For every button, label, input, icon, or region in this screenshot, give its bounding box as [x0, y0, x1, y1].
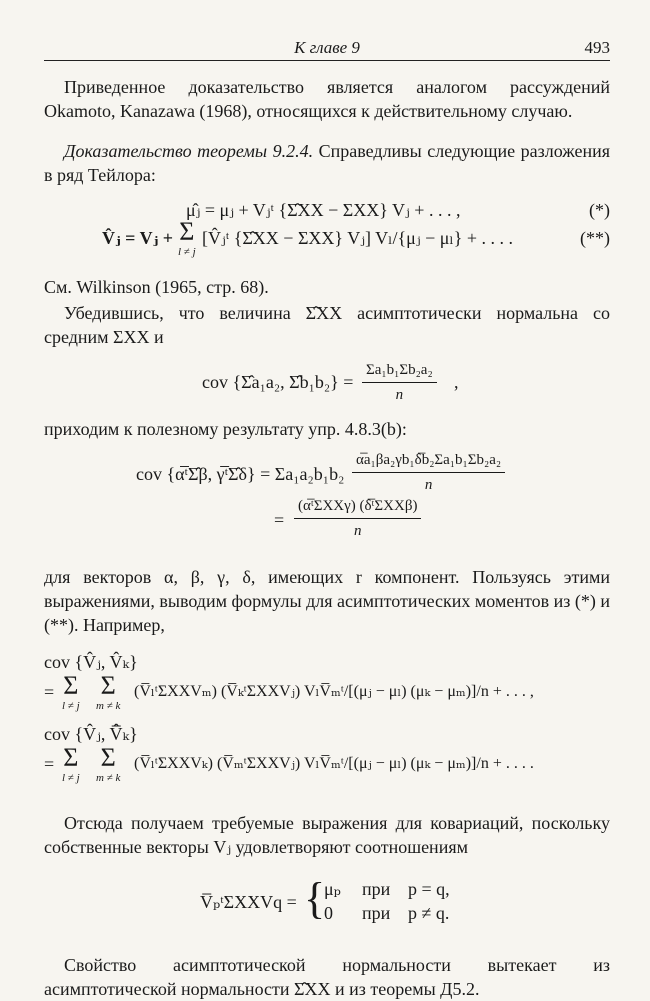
equation-cov-1-comma: ,: [454, 372, 459, 392]
equation-cov-2-equals: =: [274, 510, 285, 530]
equation-cov-1-lhs: cov {Σ̂a₁a₂, Σ̂b₁b₂} =: [202, 372, 354, 392]
paragraph-4: Убедившись, что величина Σ̂XX асимптотически нормальна со средним ΣXX и: [44, 303, 610, 347]
moment-2-rhs: (V̅ₗᵗΣXXVₖ) (V̅ₘᵗΣXXVⱼ) VₗV̅ₘᵗ/[(μⱼ − μₗ) (μₖ − μₘ)]/n + . . . .: [134, 755, 534, 772]
case-2-value: 0: [324, 903, 333, 923]
paragraph-1: Приведенное доказательство является аналогом рассуждений Okamoto, Kanazawa (1968), относящихся к действительному случаю.: [44, 77, 610, 121]
fraction-numerator: (α̅ᵗΣXXγ) (δ̅ᵗΣXXβ): [294, 495, 421, 519]
sum-limit: l ≠ j: [62, 700, 80, 712]
moment-1-equals: =: [44, 682, 55, 702]
moment-2-lhs: cov {V̂ⱼ, V̅̂ₖ}: [44, 724, 138, 744]
case-2-word: при: [362, 903, 391, 923]
sum-limit: m ≠ k: [96, 700, 121, 712]
sum-symbol: Σ: [63, 743, 79, 772]
equation-cases-lhs: V̅ₚᵗΣXXVq =: [200, 892, 297, 912]
cases-row-2: [324, 901, 450, 925]
equation-star: [44, 199, 610, 223]
running-header: [44, 34, 610, 61]
paragraph-2: [44, 139, 610, 187]
case-2-condition: p ≠ q.: [408, 903, 450, 923]
case-1-condition: p = q,: [408, 879, 450, 899]
sum-operator-l: [62, 745, 80, 785]
case-1-word: при: [362, 879, 391, 899]
moment-1-rhs: (V̅ₗᵗΣXXVₘ) (V̅ₖᵗΣXXVⱼ) VₗV̅ₘᵗ/[(μⱼ − μₗ) (μₖ − μₘ)]/n + . . . ,: [134, 683, 534, 700]
equation-double-star-lhs: V̂ⱼ = Vⱼ +: [102, 228, 173, 248]
equation-cov-2: [44, 449, 610, 541]
sum-symbol: Σ: [100, 671, 116, 700]
sum-operator: [178, 219, 196, 259]
equation-cov-1-fraction: [362, 359, 437, 406]
sum-operator-m: [96, 745, 120, 785]
equation-cov-1: [44, 359, 610, 403]
equation-double-star-tag: (**): [580, 228, 610, 248]
cases-block: [324, 877, 450, 925]
paragraph-3: См. Wilkinson (1965, стр. 68).: [44, 277, 269, 297]
fraction-denominator: n: [424, 477, 433, 493]
cases-brace: {: [304, 874, 326, 923]
moment-2-equals: =: [44, 754, 55, 774]
chapter-title: К главе 9: [294, 38, 360, 57]
fraction-numerator: α̅a₁βa₂γb₁δ̅b₂Σa₁b₁Σb₂a₂: [352, 449, 505, 473]
proof-lead-rest: Справедливы следующие разложения в ряд Тейлора:: [44, 141, 610, 185]
paragraph-6: для векторов α, β, γ, δ, имеющих r компонент. Пользуясь этими выражениями, выводим формулы для асимптотических моментов из (*) и (**). Например,: [44, 567, 610, 635]
sum-symbol: Σ: [179, 217, 195, 246]
fraction-denominator: n: [353, 523, 362, 539]
sum-limit: l ≠ j: [62, 772, 80, 784]
moment-1-lhs: cov {V̂ⱼ, V̂ₖ}: [44, 652, 138, 672]
fraction-numerator: Σa₁b₁Σb₂a₂: [362, 359, 437, 383]
paragraph-8: Свойство асимптотической нормальности вытекает из асимптотической нормальности Σ̂XX и из теоремы Д5.2.: [44, 955, 610, 999]
moment-formula-1: [44, 651, 610, 723]
sum-symbol: Σ: [100, 743, 116, 772]
fraction-denominator: n: [395, 387, 404, 403]
equation-star-body: μ̂ⱼ = μⱼ + Vⱼᵗ {Σ̂XX − ΣXX} Vⱼ + . . . ,: [186, 200, 461, 220]
equation-cov-2-lhs: cov {α̅ᵗΣ̂β, γ̅ᵗΣ̂δ} = Σa₁a₂b₁b₂: [136, 464, 345, 484]
proof-lead: Доказательство теоремы 9.2.4.: [64, 141, 314, 161]
sum-operator-l: [62, 673, 80, 713]
moment-formula-2: [44, 723, 610, 797]
sum-operator-m: [96, 673, 120, 713]
equation-cov-2-fraction-2: [294, 495, 421, 542]
equation-double-star-rhs: [V̂ⱼᵗ {Σ̂XX − ΣXX} Vⱼ] Vₗ/{μⱼ − μₗ} + . . . .: [202, 228, 514, 248]
paragraph-7: Отсюда получаем требуемые выражения для ковариаций, поскольку собственные векторы Vⱼ удовлетворяют соотношениям: [44, 813, 610, 857]
equation-star-tag: (*): [589, 200, 610, 220]
sum-limit: l ≠ j: [178, 246, 196, 258]
equation-cov-2-fraction-1: [352, 449, 505, 496]
page-number: 493: [584, 38, 610, 57]
cases-row-1: [324, 877, 450, 901]
case-1-value: μₚ: [324, 879, 341, 899]
equation-cases: [44, 873, 610, 931]
sum-limit: m ≠ k: [96, 772, 121, 784]
equation-double-star: [44, 217, 610, 263]
sum-symbol: Σ: [63, 671, 79, 700]
page: [44, 34, 610, 1001]
paragraph-5: приходим к полезному результату упр. 4.8.3(b):: [44, 419, 407, 439]
